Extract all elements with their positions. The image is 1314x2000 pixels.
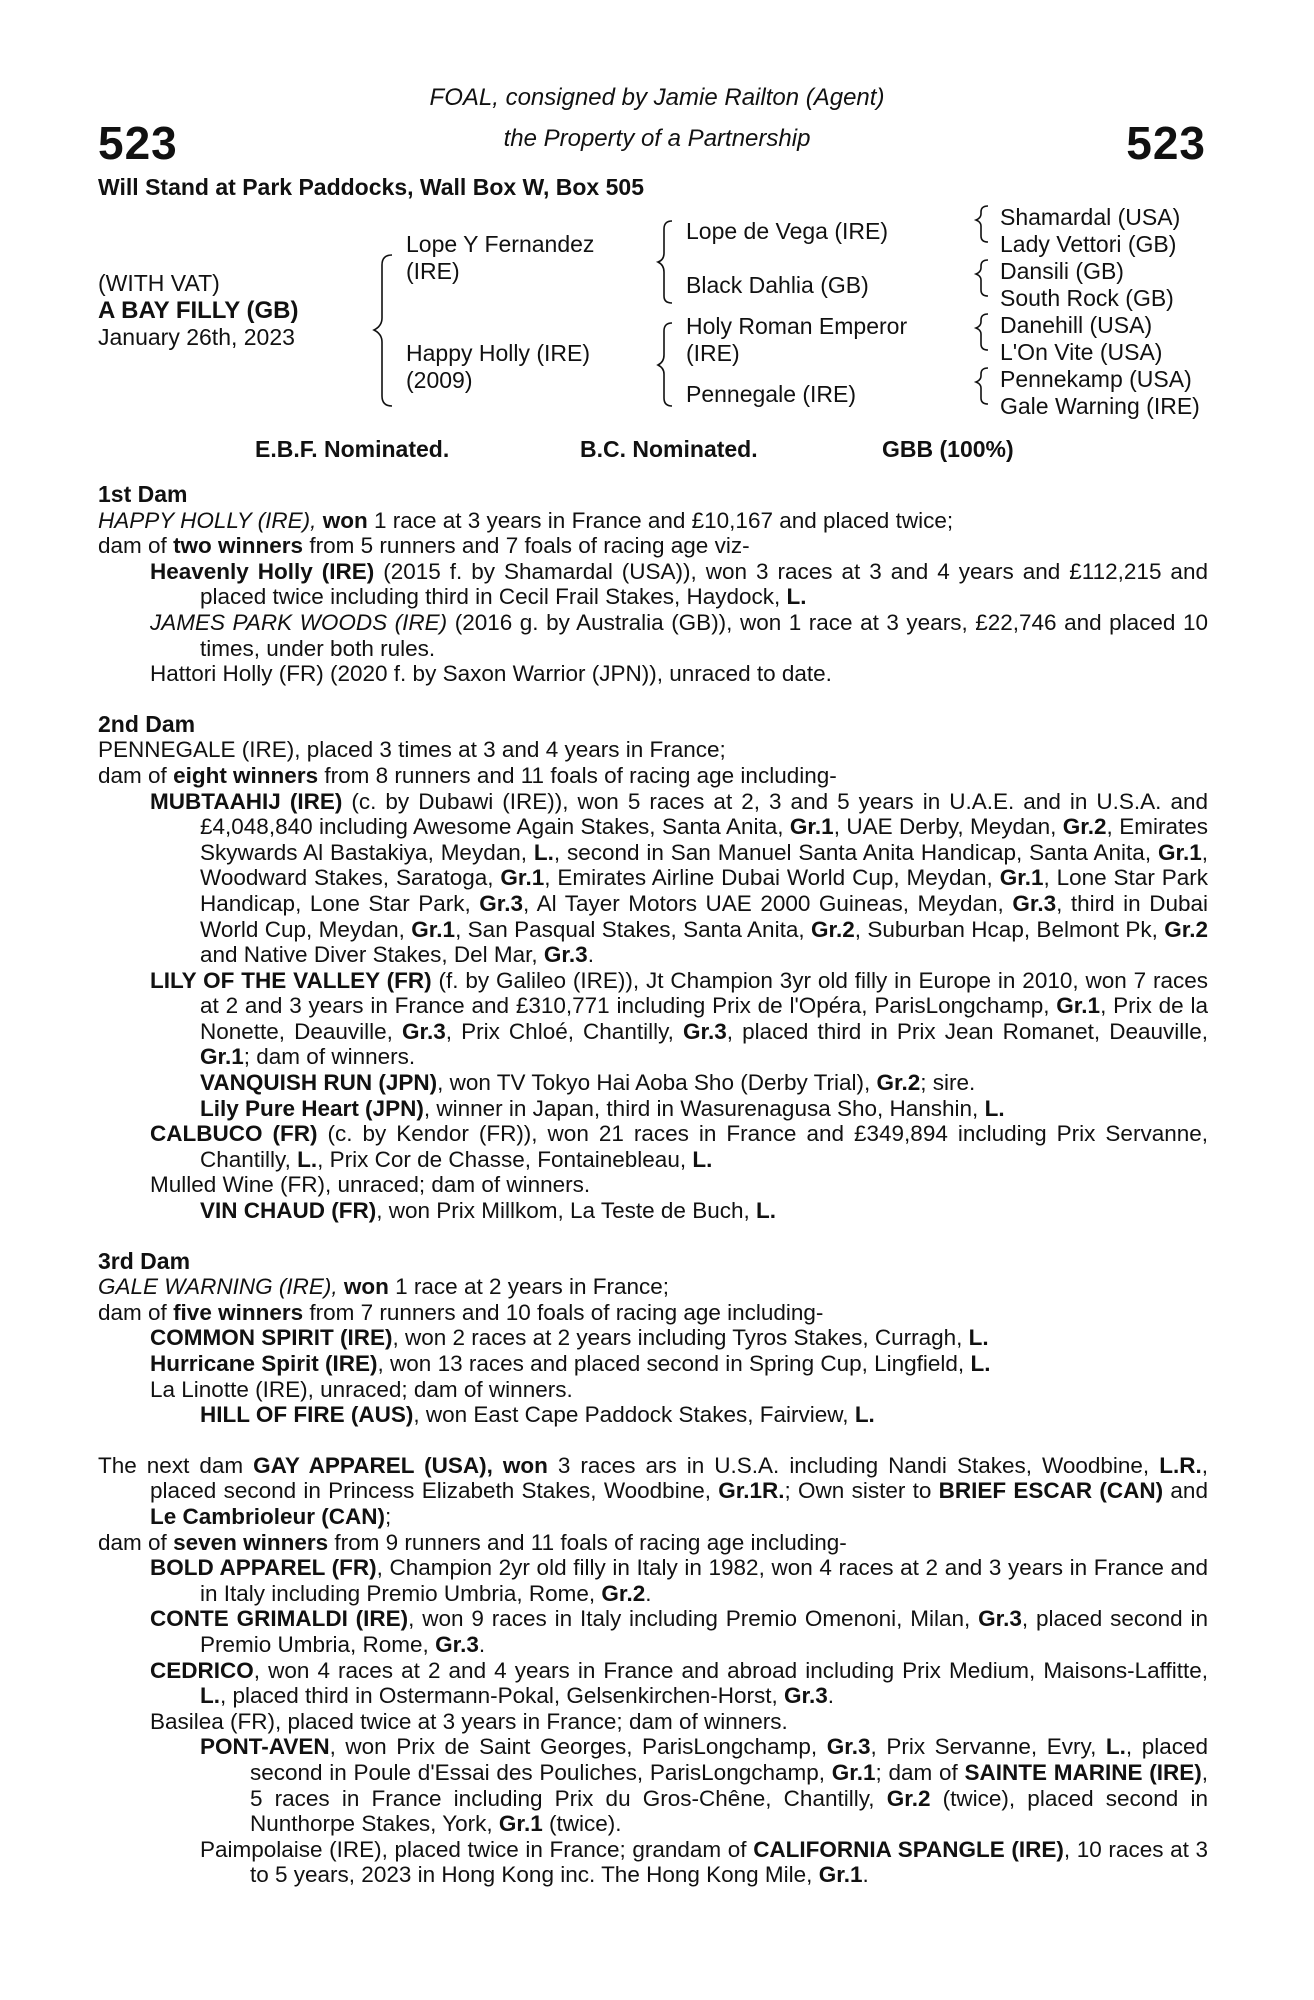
next-dam-line: The next dam GAY APPAREL (USA), won 3 races ars in U.S.A. including Nandi Stakes, Woodbine, L.R., placed second in Princess Elizabeth Stakes, Woodbine, Gr.1R.; Own sister to BRIEF ESCAR (CAN) and Le Cambrioleur (CAN); bbox=[98, 1452, 1208, 1529]
produce-mulled-wine: Mulled Wine (FR), unraced; dam of winners. bbox=[150, 1172, 591, 1198]
sire-name-line1: Lope Y Fernandez bbox=[406, 231, 595, 257]
sire-name-line2: (IRE) bbox=[406, 258, 460, 284]
produce-vanquish-run: VANQUISH RUN (JPN), won TV Tokyo Hai Aoba Sho (Derby Trial), Gr.2; sire. bbox=[200, 1070, 976, 1096]
produce-bold-apparel: BOLD APPAREL (FR), Champion 2yr old filly in Italy in 1982, won 4 races at 2 and 3 years in France and in Italy including Premio Umbria, Rome, Gr.2. bbox=[150, 1555, 1208, 1606]
gen3-8: Gale Warning (IRE) bbox=[1000, 393, 1200, 419]
produce-hattori-holly: Hattori Holly (FR) (2020 f. by Saxon Warrior (JPN)), unraced to date. bbox=[150, 661, 832, 687]
gen3-5: Danehill (USA) bbox=[1000, 312, 1153, 338]
produce-la-linotte: La Linotte (IRE), unraced; dam of winners. bbox=[150, 1376, 573, 1402]
produce-basilea: Basilea (FR), placed twice at 3 years in France; dam of winners. bbox=[150, 1708, 788, 1734]
ebf-nomination: E.B.F. Nominated. bbox=[255, 436, 450, 462]
gen3-4: South Rock (GB) bbox=[1000, 285, 1174, 311]
consignor-line: FOAL, consigned by Jamie Railton (Agent) bbox=[429, 84, 885, 111]
first-dam-line2: dam of two winners from 5 runners and 7 foals of racing age viz- bbox=[98, 533, 750, 559]
dam-dam: Pennegale (IRE) bbox=[686, 381, 857, 407]
sire-sire: Lope de Vega (IRE) bbox=[686, 218, 889, 244]
produce-vin-chaud: VIN CHAUD (FR), won Prix Millkom, La Teste de Buch, L. bbox=[200, 1198, 776, 1224]
produce-lily-pure-heart: Lily Pure Heart (JPN), winner in Japan, third in Wasurenagusa Sho, Hanshin, L. bbox=[200, 1095, 1005, 1121]
produce-common-spirit: COMMON SPIRIT (IRE), won 2 races at 2 years including Tyros Stakes, Curragh, L. bbox=[150, 1325, 989, 1351]
lot-number-right: 523 bbox=[1126, 117, 1206, 169]
third-dam-line1: GALE WARNING (IRE), won 1 race at 2 years in France; bbox=[98, 1274, 670, 1300]
gbb-status: GBB (100%) bbox=[882, 436, 1014, 462]
produce-cedrico: CEDRICO, won 4 races at 2 and 4 years in France and abroad including Prix Medium, Maisons-Laffitte, L., placed third in Ostermann-Pokal, Gelsenkirchen-Horst, Gr.3. bbox=[150, 1657, 1208, 1709]
produce-hill-of-fire: HILL OF FIRE (AUS), won East Cape Paddock Stakes, Fairview, L. bbox=[200, 1402, 875, 1428]
lot-number-left: 523 bbox=[98, 117, 178, 169]
produce-hurricane-spirit: Hurricane Spirit (IRE), won 13 races and placed second in Spring Cup, Lingfield, L. bbox=[150, 1351, 991, 1376]
produce-mubtaahij: MUBTAAHIJ (IRE) (c. by Dubawi (IRE)), won 5 races at 2, 3 and 5 years in U.A.E. and in U.S.A. and £4,048,840 including Awesome Again Stakes, Santa Anita, Gr.1, UAE Derby, Meydan, Gr.2, Emirates Skywards Al Bastakiya, Meydan, L., second in San Manuel Santa Anita Handicap, Santa Anita, Gr.1, Woodward Stakes, Saratoga, Gr.1, Emirates Airline Dubai World Cup, Meydan, Gr.1, Lone Star Park Handicap, Lone Star Park, Gr.3, Al Tayer Motors UAE 2000 Guineas, Meydan, Gr.3, third in Dubai World Cup, Meydan, Gr.1, San Pasqual Stakes, Santa Anita, Gr.2, Suburban Hcap, Belmont Pk, Gr.2 and Native Diver Stakes, Del Mar, Gr.3. bbox=[150, 788, 1209, 968]
second-dam-line2: dam of eight winners from 8 runners and 11 foals of racing age including- bbox=[98, 762, 837, 788]
produce-paimpolaise: Paimpolaise (IRE), placed twice in France; grandam of CALIFORNIA SPANGLE (IRE), 10 races at 3 to 5 years, 2023 in Hong Kong inc. The Hong Kong Mile, Gr.1. bbox=[200, 1836, 1208, 1888]
gen3-2: Lady Vettori (GB) bbox=[1000, 231, 1177, 257]
foaled-date: January 26th, 2023 bbox=[98, 324, 295, 350]
first-dam-heading: 1st Dam bbox=[98, 481, 188, 507]
horse-description: A BAY FILLY (GB) bbox=[98, 297, 299, 324]
gen3-7: Pennekamp (USA) bbox=[1000, 366, 1192, 392]
produce-james-park-woods: JAMES PARK WOODS (IRE) (2016 g. by Australia (GB)), won 1 race at 3 years, £22,746 and placed 10 times, under both rules. bbox=[150, 609, 1208, 661]
vat-note: (WITH VAT) bbox=[98, 270, 220, 296]
catalogue-body bbox=[98, 482, 1208, 1888]
dam-name-line2: (2009) bbox=[406, 367, 473, 393]
stand-line: Will Stand at Park Paddocks, Wall Box W, Box 505 bbox=[98, 174, 644, 200]
third-dam-heading: 3rd Dam bbox=[98, 1247, 191, 1274]
third-dam-line2: dam of five winners from 7 runners and 10 foals of racing age including- bbox=[98, 1299, 824, 1325]
first-dam-line1: HAPPY HOLLY (IRE), won 1 race at 3 years in France and £10,167 and placed twice; bbox=[98, 507, 954, 533]
dam-sire-line2: (IRE) bbox=[686, 340, 740, 366]
bc-nomination: B.C. Nominated. bbox=[580, 436, 758, 462]
second-dam-heading: 2nd Dam bbox=[98, 710, 196, 737]
gen3-1: Shamardal (USA) bbox=[1000, 204, 1181, 230]
produce-pont-aven: PONT-AVEN, won Prix de Saint Georges, ParisLongchamp, Gr.3, Prix Servanne, Evry, L., placed second in Poule d'Essai des Pouliches, ParisLongchamp, Gr.1; dam of SAINTE MARINE (IRE), 5 races in France including Prix du Gros-Chêne, Chantilly, Gr.2 (twice), placed second in Nunthorpe Stakes, York, Gr.1 (twice). bbox=[200, 1734, 1208, 1837]
property-line: the Property of a Partnership bbox=[503, 125, 811, 152]
produce-conte-grimaldi: CONTE GRIMALDI (IRE), won 9 races in Italy including Premio Omenoni, Milan, Gr.3, placed second in Premio Umbria, Rome, Gr.3. bbox=[150, 1606, 1209, 1657]
dam-name-line1: Happy Holly (IRE) bbox=[406, 340, 591, 366]
sire-dam: Black Dahlia (GB) bbox=[686, 272, 869, 298]
gen3-3: Dansili (GB) bbox=[1000, 258, 1124, 284]
next-dam-line2: dam of seven winners from 9 runners and 11 foals of racing age including- bbox=[98, 1529, 847, 1555]
produce-calbuco: CALBUCO (FR) (c. by Kendor (FR)), won 21 races in France and £349,894 including Prix Servanne, Chantilly, L., Prix Cor de Chasse, Fontainebleau, L. bbox=[150, 1121, 1208, 1172]
produce-heavenly-holly: Heavenly Holly (IRE) (2015 f. by Shamardal (USA)), won 3 races at 3 and 4 years and £112,215 and placed twice including third in Cecil Frail Stakes, Haydock, L. bbox=[150, 558, 1208, 610]
gen3-6: L'On Vite (USA) bbox=[1000, 339, 1163, 365]
produce-lily-of-the-valley: LILY OF THE VALLEY (FR) (f. by Galileo (IRE)), Jt Champion 3yr old filly in Europe in 2010, won 7 races at 2 and 3 years in France and £310,771 including Prix de l'Opéra, ParisLongchamp, Gr.1, Prix de la Nonette, Deauville, Gr.3, Prix Chloé, Chantilly, Gr.3, placed third in Prix Jean Romanet, Deauville, Gr.1; dam of winners. bbox=[150, 967, 1209, 1070]
second-dam-line1: PENNEGALE (IRE), placed 3 times at 3 and 4 years in France; bbox=[98, 737, 726, 763]
dam-sire-line1: Holy Roman Emperor bbox=[686, 313, 908, 339]
